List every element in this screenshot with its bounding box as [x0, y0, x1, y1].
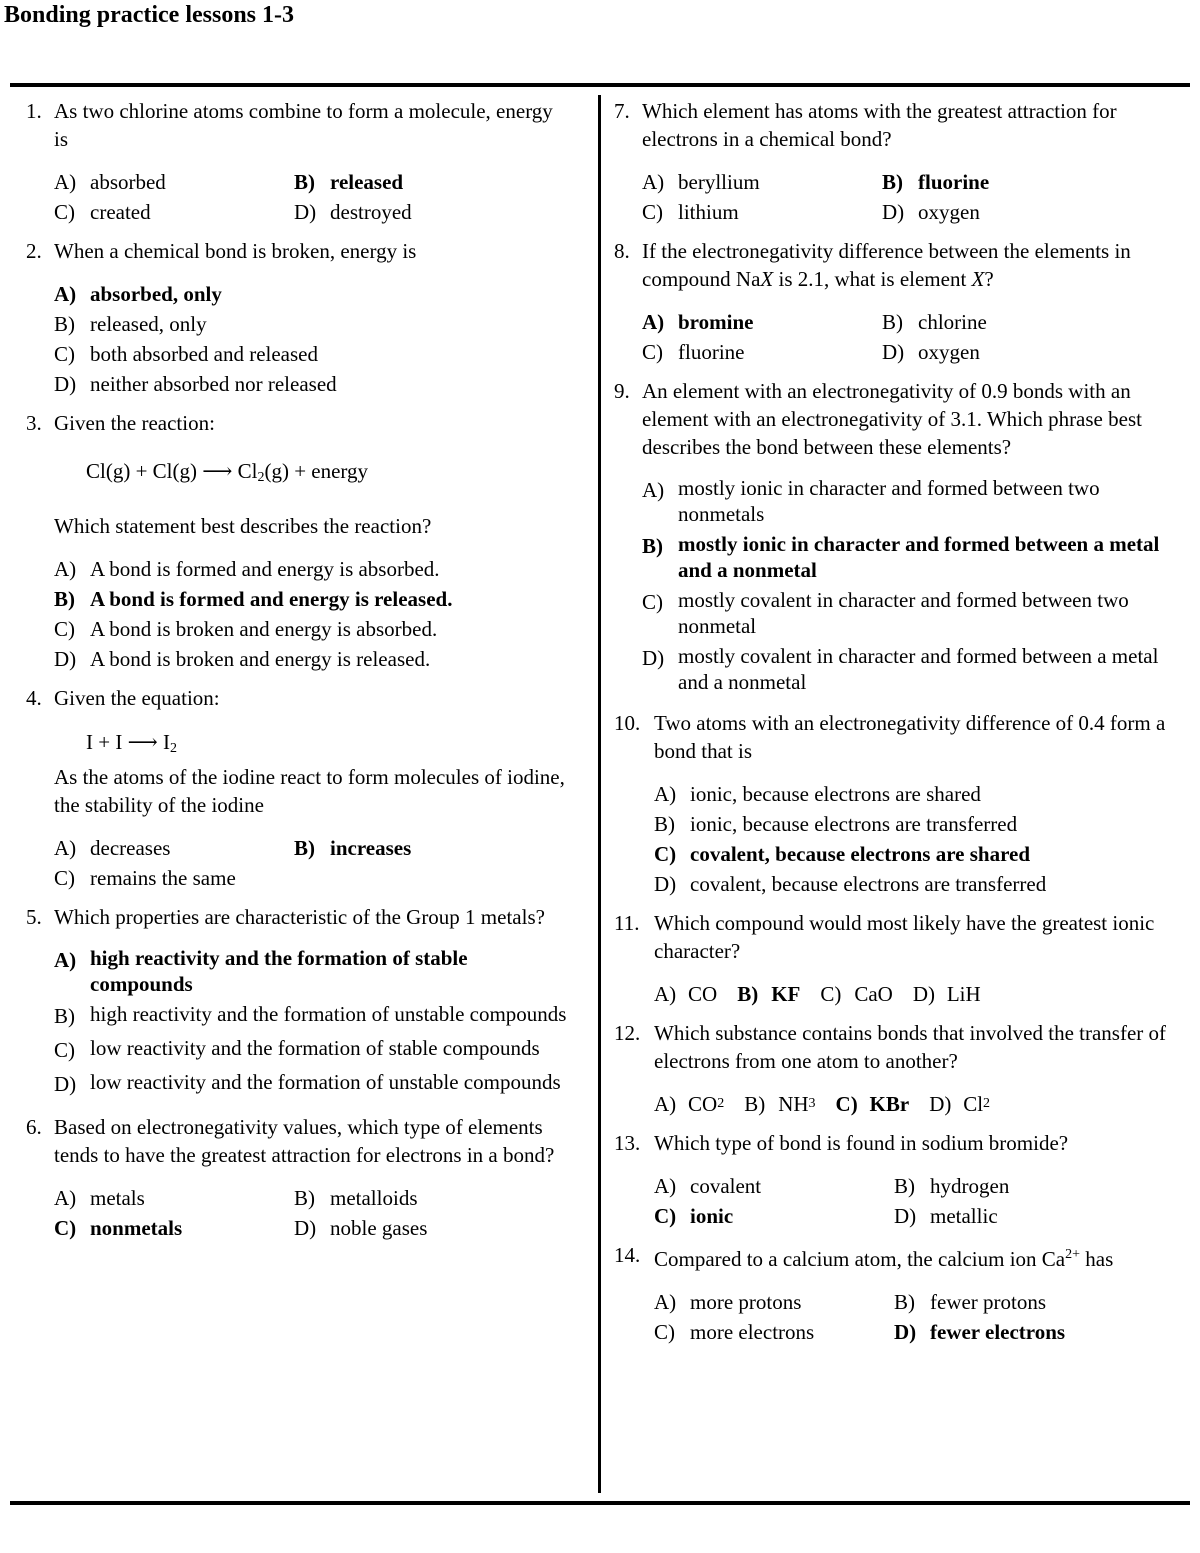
question-stem: As the atoms of the iodine react to form molecules of iodine, the stability of the iodine [54, 765, 565, 817]
choice-a[interactable]: A) CO [654, 982, 718, 1006]
question-stem: Which compound would most likely have the greatest ionic character? [654, 911, 1155, 963]
choice-a[interactable]: A) bromine [642, 310, 754, 334]
question-given: Given the reaction: [54, 411, 215, 435]
question-number: 13. [614, 1131, 641, 1155]
left-column [26, 97, 571, 1243]
choice-b[interactable]: B) fewer protons [894, 1290, 1047, 1314]
choice-d[interactable]: D) noble gases [294, 1216, 428, 1240]
question-stem: Compared to a calcium atom, the calcium ion $Ca^{2+}$ has [654, 1247, 1114, 1271]
choice-c[interactable]: C) lithium [642, 200, 739, 224]
question-12 [614, 1019, 1180, 1119]
choice-c[interactable]: C) created [54, 200, 151, 224]
choice-b[interactable]: B) high reactivity and the formation of unstable compounds [54, 1002, 567, 1028]
reaction-equation: Cl(g) + Cl(g) ⟶ $Cl_2(g)$ + energy [86, 459, 369, 485]
choice-d[interactable]: D) oxygen [882, 200, 980, 224]
arrow-icon: ⟶ [202, 459, 233, 483]
choice-d[interactable]: D) mostly covalent in character and formed between a metal and a nonmetal [642, 644, 1159, 694]
choice-b[interactable]: B) mostly ionic in character and formed between a metal and a nonmetal [642, 532, 1160, 582]
choice-a[interactable]: A) covalent [654, 1174, 762, 1198]
choice-b[interactable]: B) hydrogen [894, 1174, 1010, 1198]
choice-b[interactable]: B) fluorine [882, 170, 990, 194]
page-title: Bonding practice lessons 1-3 [4, 2, 295, 28]
choice-d[interactable]: D) fewer electrons [894, 1320, 1066, 1344]
reaction-equation: I + I ⟶ $I_2$ [86, 730, 177, 756]
choice-d[interactable]: D) LiH [912, 982, 981, 1006]
choice-a[interactable]: A) more protons [654, 1290, 802, 1314]
choice-d[interactable]: D) A bond is broken and energy is released. [54, 647, 431, 671]
question-number: 2. [26, 239, 42, 263]
choice-b[interactable]: B) A bond is formed and energy is released. [54, 587, 453, 611]
question-6 [26, 1113, 571, 1243]
question-number: 6. [26, 1115, 42, 1139]
choice-d[interactable]: D) oxygen [882, 340, 980, 364]
choice-a[interactable]: A) high reactivity and the formation of stable compounds [54, 946, 468, 996]
choice-a[interactable]: A) beryllium [642, 170, 760, 194]
question-11 [614, 909, 1180, 1009]
top-rule [10, 83, 1190, 87]
choice-c[interactable]: C) KBr [835, 1092, 910, 1116]
choice-c[interactable]: C) both absorbed and released [54, 342, 318, 366]
question-number: 5. [26, 905, 42, 929]
question-number: 3. [26, 411, 42, 435]
choice-b[interactable]: B) NH 3 [744, 1092, 816, 1116]
question-number: 9. [614, 379, 630, 403]
choice-d[interactable]: D) low reactivity and the formation of unstable compounds [54, 1070, 561, 1096]
question-stem: Based on electronegativity values, which type of elements tends to have the greatest attraction for electrons in a bond? [54, 1115, 555, 1167]
choice-a[interactable]: A) absorbed, only [54, 282, 222, 306]
question-stem: Which statement best describes the reaction? [54, 514, 432, 538]
question-7 [614, 97, 1180, 227]
question-14 [614, 1241, 1180, 1347]
question-5 [26, 903, 571, 1099]
right-column [614, 97, 1180, 1347]
bottom-rule [10, 1501, 1190, 1505]
choice-c[interactable]: C) fluorine [642, 340, 745, 364]
choice-b[interactable]: B) released, only [54, 312, 207, 336]
choice-b[interactable]: B) ionic, because electrons are transferred [654, 812, 1018, 836]
question-number: 14. [614, 1243, 641, 1267]
choice-c[interactable]: C) A bond is broken and energy is absorbed. [54, 617, 438, 641]
choice-c[interactable]: C) mostly covalent in character and formed between two nonmetal [642, 588, 1129, 638]
choice-d[interactable]: D) destroyed [294, 200, 412, 224]
choice-b[interactable]: B) chlorine [882, 310, 987, 334]
question-13 [614, 1129, 1180, 1231]
question-number: 8. [614, 239, 630, 263]
question-2 [26, 237, 571, 399]
choice-b[interactable]: B) increases [294, 836, 412, 860]
choice-a[interactable]: A) decreases [54, 836, 171, 860]
choice-a[interactable]: A) ionic, because electrons are shared [654, 782, 981, 806]
question-3 [26, 409, 571, 674]
choice-c[interactable]: C) covalent, because electrons are shared [654, 842, 1031, 866]
choice-c[interactable]: C) ionic [654, 1204, 734, 1228]
choice-d[interactable]: D) metallic [894, 1204, 998, 1228]
question-stem: Which properties are characteristic of the Group 1 metals? [54, 905, 545, 929]
question-stem: Which substance contains bonds that involved the transfer of electrons from one atom to another? [654, 1021, 1167, 1073]
question-number: 7. [614, 99, 630, 123]
question-stem: If the electronegativity difference between the elements in compound NaX is 2.1, what is element X? [642, 239, 1131, 291]
question-number: 4. [26, 686, 42, 710]
choice-b[interactable]: B) released [294, 170, 404, 194]
question-number: 12. [614, 1021, 641, 1045]
question-stem: When a chemical bond is broken, energy is [54, 239, 417, 263]
question-stem: As two chlorine atoms combine to form a molecule, energy is [54, 99, 553, 151]
question-stem: Which type of bond is found in sodium bromide? [654, 1131, 1069, 1155]
question-number: 11. [614, 911, 640, 935]
choice-a[interactable]: A) metals [54, 1186, 145, 1210]
question-stem: An element with an electronegativity of 0.9 bonds with an element with an electronegativity of 3.1. Which phrase best describes the bond between these elements? [642, 379, 1142, 459]
choice-c[interactable]: C) low reactivity and the formation of stable compounds [54, 1036, 540, 1062]
choice-c[interactable]: C) more electrons [654, 1320, 815, 1344]
arrow-icon: ⟶ [127, 730, 158, 754]
choice-a[interactable]: A) CO 2 [654, 1092, 725, 1116]
choice-b[interactable]: B) KF [737, 982, 801, 1006]
choice-a[interactable]: A) A bond is formed and energy is absorbed. [54, 557, 440, 581]
question-given: Given the equation: [54, 686, 220, 710]
choice-c[interactable]: C) nonmetals [54, 1216, 183, 1240]
question-1 [26, 97, 571, 227]
question-9 [614, 377, 1180, 695]
question-stem: Two atoms with an electronegativity difference of 0.4 form a bond that is [654, 711, 1166, 763]
question-number: 10. [614, 711, 641, 735]
choice-b[interactable]: B) metalloids [294, 1186, 418, 1210]
choice-c[interactable]: C) CaO [820, 982, 893, 1006]
choice-c[interactable]: C) remains the same [54, 866, 236, 890]
question-8 [614, 237, 1180, 367]
column-divider [598, 95, 601, 1493]
choice-d[interactable]: D) neither absorbed nor released [54, 372, 337, 396]
question-number: 1. [26, 99, 42, 123]
choice-a[interactable]: A) mostly ionic in character and formed between two nonmetals [642, 476, 1100, 526]
choice-a[interactable]: A) absorbed [54, 170, 166, 194]
question-stem: Which element has atoms with the greatest attraction for electrons in a chemical bond? [642, 99, 1117, 151]
question-10 [614, 709, 1180, 899]
choice-d[interactable]: D) Cl 2 [929, 1092, 991, 1116]
choice-d[interactable]: D) covalent, because electrons are transferred [654, 872, 1047, 896]
question-4 [26, 684, 571, 893]
